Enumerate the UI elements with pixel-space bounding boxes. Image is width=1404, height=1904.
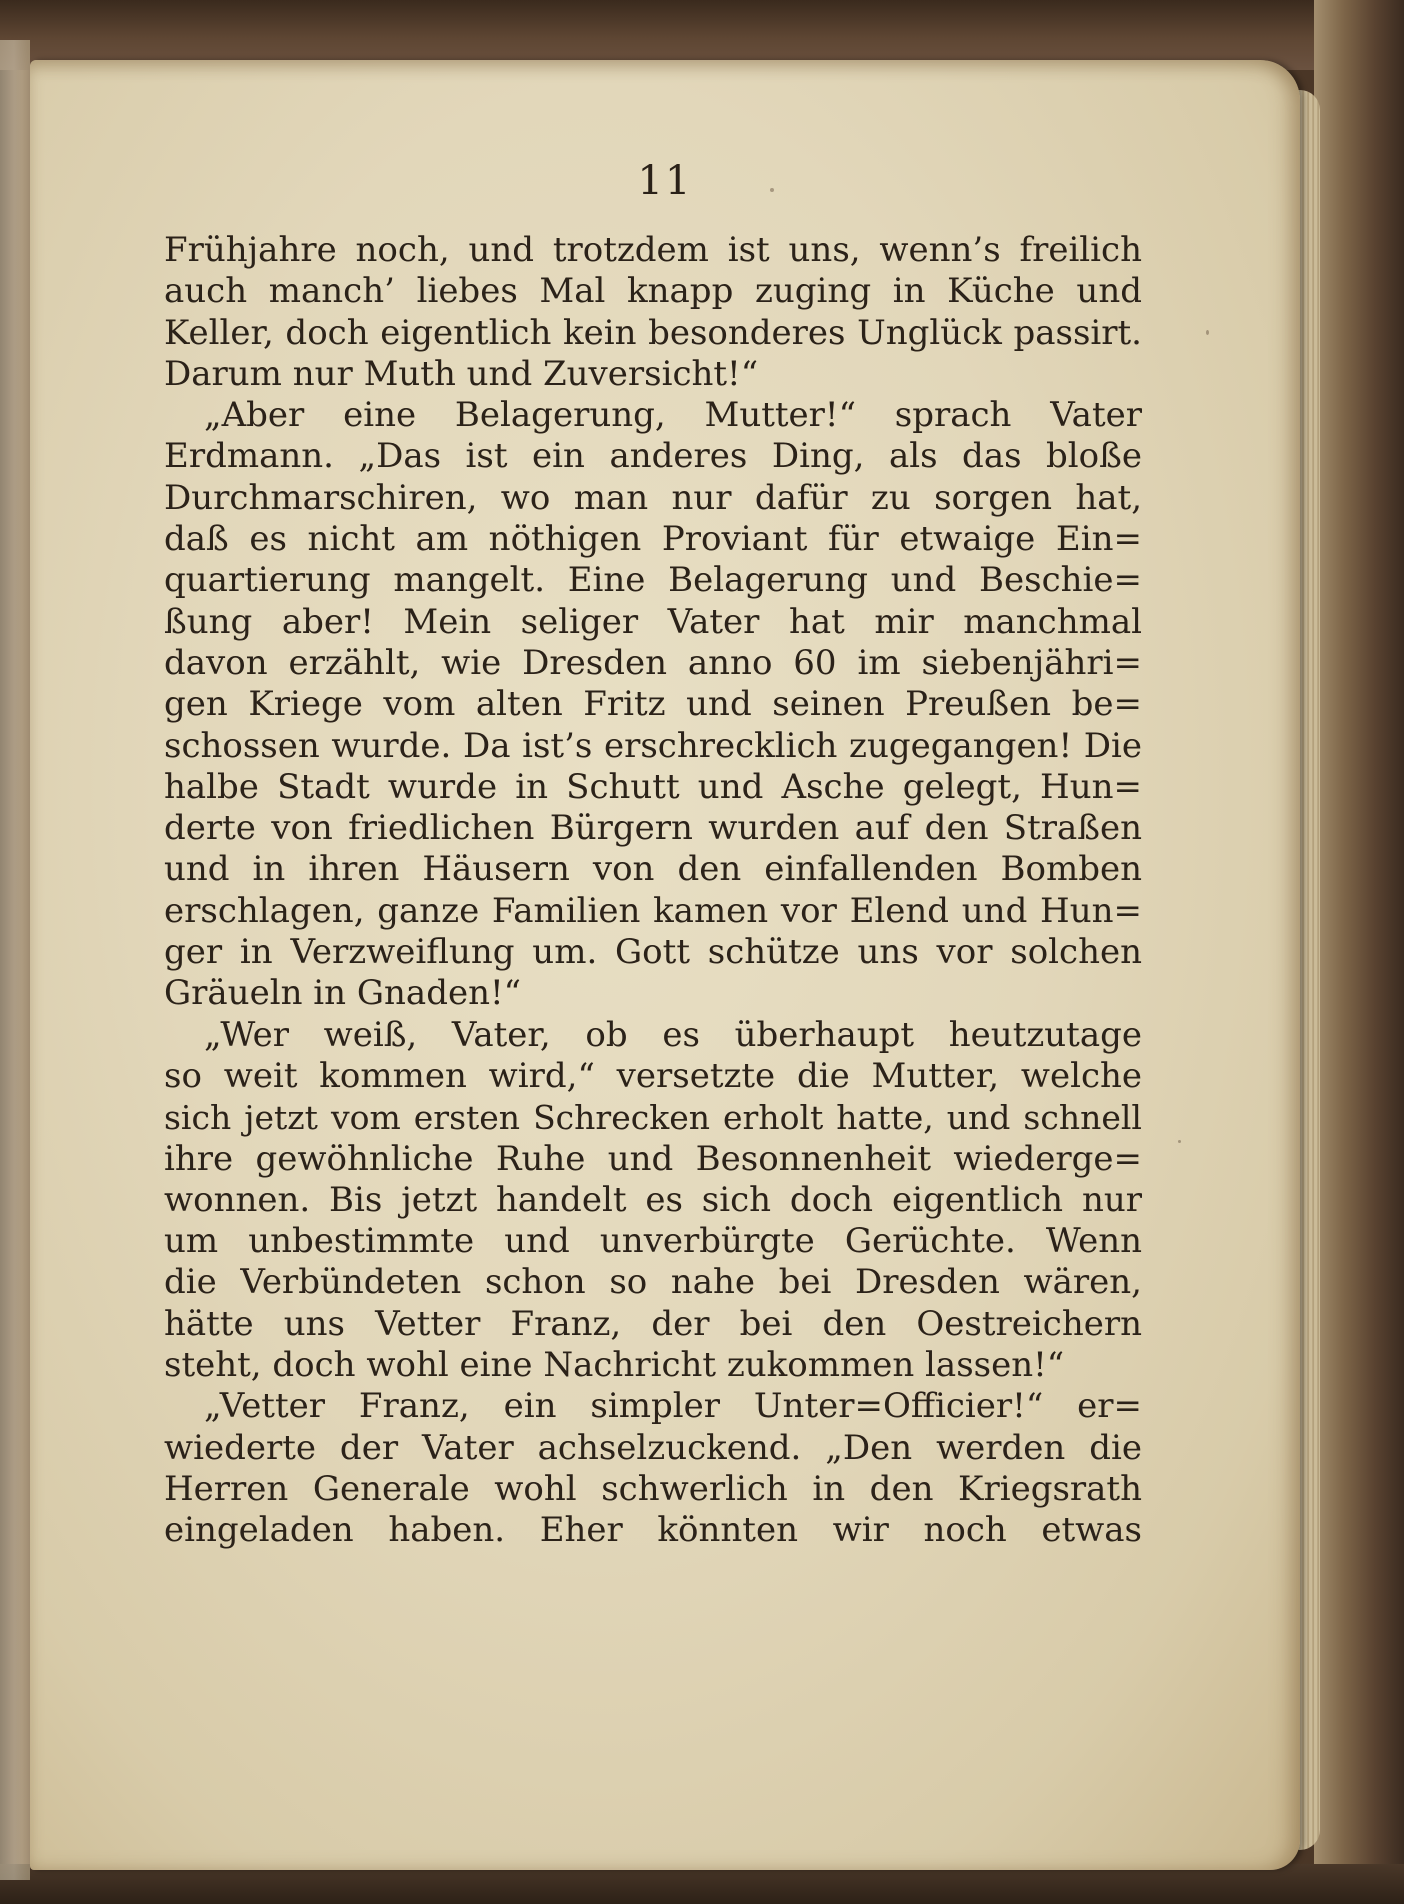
text-line: Herren Generale wohl schwerlich in den Kriegsrath [164,1468,1142,1509]
text-line: die Verbündeten schon so nahe bei Dresden wären, [164,1262,1142,1303]
paper-speck [1178,1140,1181,1143]
text-line: Durchmarschiren, wo man nur dafür zu sorgen hat, [164,477,1142,518]
text-line: wonnen. Bis jetzt handelt es sich doch eigentlich nur [164,1179,1142,1220]
book-cover-right [1314,0,1404,1904]
text-line: „Wer weiß, Vater, ob es überhaupt heutzutage [204,1014,1142,1055]
text-line: wiederte der Vater achselzuckend. „Den werden die [164,1427,1142,1468]
text-line: um unbestimmte und unverbürgte Gerüchte. Wenn [164,1221,1142,1262]
text-line: eingeladen haben. Eher könnten wir noch etwas [164,1510,1142,1551]
text-line: Gräueln in Gnaden!“ [164,973,522,1014]
text-line: halbe Stadt wurde in Schutt und Asche gelegt, Hun= [164,766,1142,807]
paper-speck [770,188,774,192]
text-line: derte von friedlichen Bürgern wurden auf den Straßen [164,808,1142,849]
text-line: erschlagen, ganze Familien kamen vor Elend und Hun= [164,890,1142,931]
text-line: ger in Verzweiflung um. Gott schütze uns vor solchen [164,932,1142,973]
text-line: Frühjahre noch, und trotzdem ist uns, wenn’s freilich [164,230,1142,270]
text-line: davon erzählt, wie Dresden anno 60 im siebenjähri= [164,642,1142,683]
text-line: „Vetter Franz, ein simpler Unter=Officier!“ er= [204,1386,1142,1427]
text-line: steht, doch wohl eine Nachricht zukommen lassen!“ [164,1345,1065,1386]
text-line: auch manch’ liebes Mal knapp zuging in Küche und [164,271,1142,312]
text-line: schossen wurde. Da ist’s erschrecklich zugegangen! Die [164,725,1142,766]
text-line: Erdmann. „Das ist ein anderes Ding, als das bloße [164,436,1142,477]
text-line: hätte uns Vetter Franz, der bei den Oestreichern [164,1303,1142,1344]
text-line: ihre gewöhnliche Ruhe und Besonnenheit wiederge= [164,1138,1142,1179]
text-line: Keller, doch eigentlich kein besonderes Unglück passirt. [164,312,1142,353]
text-line: quartierung mangelt. Eine Belagerung und Beschie= [164,560,1142,601]
previous-page-edge [0,40,30,1880]
body-text [164,230,1142,1552]
book-page [30,60,1300,1870]
text-line: daß es nicht am nöthigen Proviant für etwaige Ein= [164,519,1142,560]
text-line: gen Kriege vom alten Fritz und seinen Preußen be= [164,684,1142,725]
text-line: so weit kommen wird,“ versetzte die Mutter, welche [164,1055,1142,1096]
text-line: und in ihren Häusern von den einfallenden Bomben [164,849,1142,890]
text-line: sich jetzt vom ersten Schrecken erholt hatte, und schnell [164,1098,1142,1138]
text-line: „Aber eine Belagerung, Mutter!“ sprach Vater [204,395,1142,436]
text-line: ßung aber! Mein seliger Vater hat mir manchmal [164,601,1142,642]
page-number: 11 [637,158,693,204]
book-cover-bottom [0,1864,1404,1904]
text-line: Darum nur Muth und Zuversicht!“ [164,353,759,394]
paper-speck [1206,330,1209,335]
